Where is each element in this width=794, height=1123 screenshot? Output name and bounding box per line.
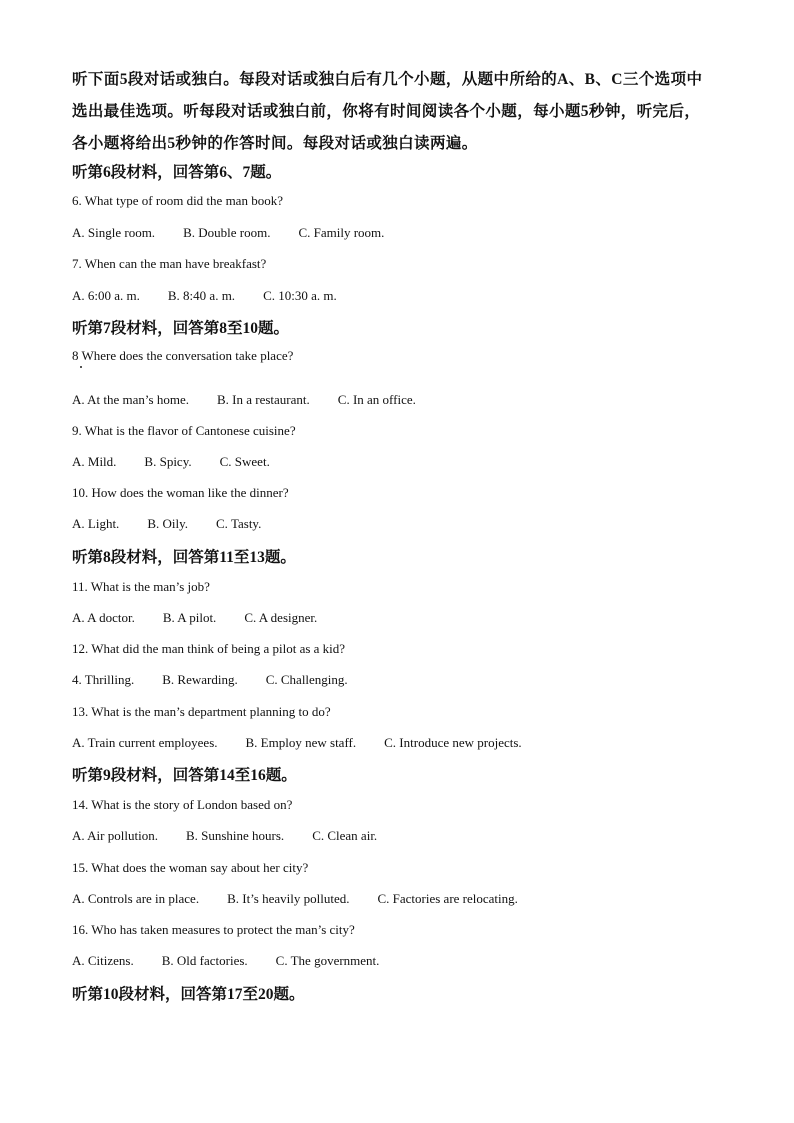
option: A. Single room. (72, 225, 156, 240)
question: 14. What is the story of London based on? (72, 797, 293, 812)
section-heading: 听第8段材料，回答第11至13题。 (72, 549, 296, 566)
options-row (72, 891, 518, 907)
option: B. In a restaurant. (217, 392, 310, 407)
options-row (72, 953, 379, 969)
option: C. Tasty. (216, 516, 262, 531)
option: A. Citizens. (72, 953, 134, 968)
question: 7. When can the man have breakfast? (72, 256, 267, 271)
option: C. Factories are relocating. (377, 891, 518, 906)
options-row (72, 392, 416, 408)
option: B. Double room. (183, 225, 271, 240)
option: C. Challenging. (265, 672, 348, 687)
option: 4. Thrilling. (72, 672, 135, 687)
option: B. Oily. (147, 516, 189, 531)
question: 11. What is the man’s job? (72, 579, 210, 594)
section-heading: 听第10段材料，回答第17至20题。 (72, 986, 305, 1003)
option: C. Clean air. (312, 828, 378, 843)
option: B. Employ new staff. (245, 735, 357, 750)
instruction-line: 各小题将给出5秒钟的作答时间。每段对话或独白读两遍。 (72, 135, 478, 152)
instruction-line: 听下面5段对话或独白。每段对话或独白后有几个小题，从题中所给的A、B、C三个选项中 (72, 71, 703, 88)
option: C. 10:30 a. m. (263, 288, 337, 303)
option: B. Spicy. (144, 454, 192, 469)
instruction-line: 选出最佳选项。听每段对话或独白前，你将有时间阅读各个小题，每小题5秒钟，听完后， (72, 103, 701, 120)
option: A. 6:00 a. m. (72, 288, 140, 303)
section-heading: 听第6段材料，回答第6、7题。 (72, 164, 282, 181)
question: 6. What type of room did the man book? (72, 193, 283, 208)
stray-mark (80, 366, 82, 368)
question: 10. How does the woman like the dinner? (72, 485, 289, 500)
option: C. Introduce new projects. (384, 735, 522, 750)
option: B. It’s heavily polluted. (227, 891, 350, 906)
option: A. Train current employees. (72, 735, 218, 750)
question: 16. Who has taken measures to protect the man’s city? (72, 922, 355, 937)
options-row (72, 828, 377, 844)
option: A. Air pollution. (72, 828, 158, 843)
options-row (72, 735, 522, 751)
section-heading: 听第9段材料，回答第14至16题。 (72, 767, 297, 784)
option: B. 8:40 a. m. (167, 288, 236, 303)
option: C. The government. (275, 953, 380, 968)
option: A. Light. (72, 516, 120, 531)
instructions (72, 64, 732, 160)
option: B. Rewarding. (162, 672, 238, 687)
question: 13. What is the man’s department planning to do? (72, 704, 331, 719)
options-row (72, 610, 317, 626)
option: A. A doctor. (72, 610, 135, 625)
question: 15. What does the woman say about her city? (72, 860, 309, 875)
options-row (72, 288, 337, 304)
option: A. Mild. (72, 454, 117, 469)
option: B. Old factories. (161, 953, 248, 968)
section-heading: 听第7段材料，回答第8至10题。 (72, 320, 290, 337)
question: 12. What did the man think of being a pilot as a kid? (72, 641, 346, 656)
option: B. Sunshine hours. (185, 828, 285, 843)
options-row (72, 454, 270, 470)
option: C. Sweet. (219, 454, 270, 469)
options-row (72, 225, 384, 241)
option: B. A pilot. (162, 610, 217, 625)
option: C. Family room. (298, 225, 385, 240)
question: 8 Where does the conversation take place? (72, 348, 294, 363)
options-row (72, 672, 348, 688)
options-row (72, 516, 261, 532)
option: A. At the man’s home. (72, 392, 189, 407)
option: C. A designer. (244, 610, 318, 625)
question: 9. What is the flavor of Cantonese cuisine? (72, 423, 296, 438)
option: C. In an office. (337, 392, 416, 407)
option: A. Controls are in place. (72, 891, 200, 906)
